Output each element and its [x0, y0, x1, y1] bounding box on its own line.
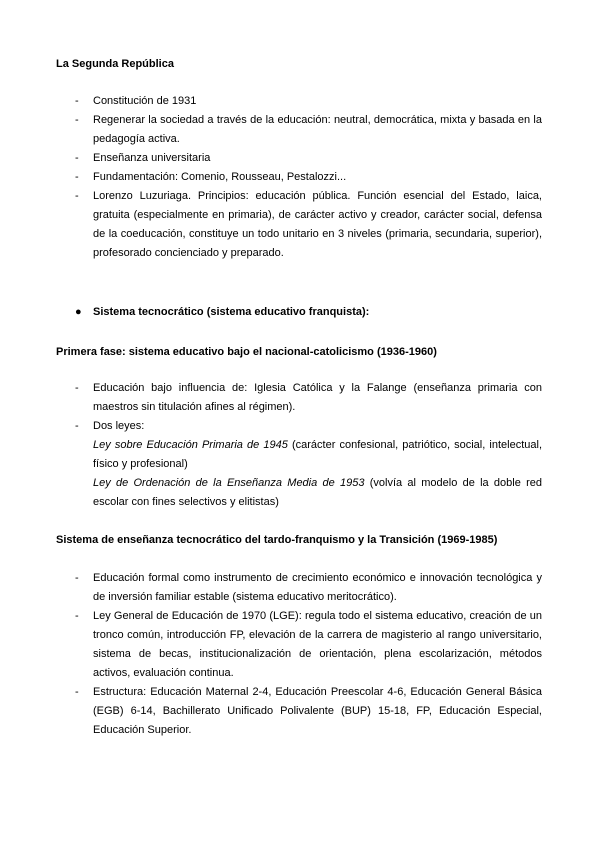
heading-segunda-republica: La Segunda República	[56, 58, 174, 70]
bullet-heading-sistema-tecnocratico: ● Sistema tecnocrático (sistema educativo franquista):	[75, 303, 369, 322]
heading-primera-fase: Primera fase: sistema educativo bajo el nacional-catolicismo (1936-1960)	[56, 346, 437, 358]
dash-marker: -	[75, 610, 79, 622]
list-item: - Estructura: Educación Maternal 2-4, Educación Preescolar 4-6, Educación General Básica (EGB) 6-14, Bachillerato Unificado Polivalente (BUP) 15-18, FP, Educación Especial, Educación Superior.	[75, 683, 542, 740]
dash-marker: -	[75, 572, 79, 584]
dash-marker: -	[75, 686, 79, 698]
list-item: - Constitución de 1931	[75, 92, 542, 111]
dash-marker: -	[75, 382, 79, 394]
law-2: Ley de Ordenación de la Enseñanza Media de 1953 (volvía al modelo de la doble red escolar con fines selectivos y elitistas)	[93, 477, 542, 508]
list-item: - Dos leyes: Ley sobre Educación Primaria de 1945 (carácter confesional, patriótico, social, intelectual, físico y profesional) Ley de Ordenación de la Enseñanza Media de 1953 (volvía al modelo de la doble red escolar con fines selectivos y elitistas)	[75, 417, 542, 512]
law-1: Ley sobre Educación Primaria de 1945 (carácter confesional, patriótico, social, intelectual, físico y profesional)	[93, 439, 542, 470]
list-item: - Fundamentación: Comenio, Rousseau, Pestalozzi...	[75, 168, 542, 187]
list-item: - Enseñanza universitaria	[75, 149, 542, 168]
heading-tardo-franquismo: Sistema de enseñanza tecnocrático del tardo-franquismo y la Transición (1969-1985)	[56, 534, 498, 546]
list-item: - Lorenzo Luzuriaga. Principios: educación pública. Función esencial del Estado, laica, gratuita (especialmente en primaria), de carácter activo y creador, carácter social, defensa de la coeducación, constituye un todo unitario en 3 niveles (primaria, secundaria, superior), profesorado concienciado y preparado.	[75, 187, 542, 263]
dash-marker: -	[75, 95, 79, 107]
list-item: - Regenerar la sociedad a través de la educación: neutral, democrática, mixta y basada en la pedagogía activa.	[75, 111, 542, 149]
list-item: - Educación bajo influencia de: Iglesia Católica y la Falange (enseñanza primaria con maestros sin titulación afines al régimen).	[75, 379, 542, 417]
list-item: - Educación formal como instrumento de crecimiento económico e innovación tecnológica y de inversión familiar estable (sistema educativo meritocrático).	[75, 569, 542, 607]
dash-marker: -	[75, 190, 79, 202]
bullet-icon: ●	[75, 306, 82, 318]
dash-marker: -	[75, 114, 79, 126]
list-tardo-franquismo	[75, 569, 542, 740]
dash-marker: -	[75, 171, 79, 183]
dash-marker: -	[75, 152, 79, 164]
dash-marker: -	[75, 420, 79, 432]
list-primera-fase	[75, 379, 542, 512]
list-segunda-republica	[75, 92, 542, 263]
list-item: - Ley General de Educación de 1970 (LGE): regula todo el sistema educativo, creación de un tronco común, introducción FP, elevación de la carrera de magisterio al rango universitario, sistema de becas, institucionalización de orientación, plena escolarización, métodos activos, evaluación continua.	[75, 607, 542, 683]
